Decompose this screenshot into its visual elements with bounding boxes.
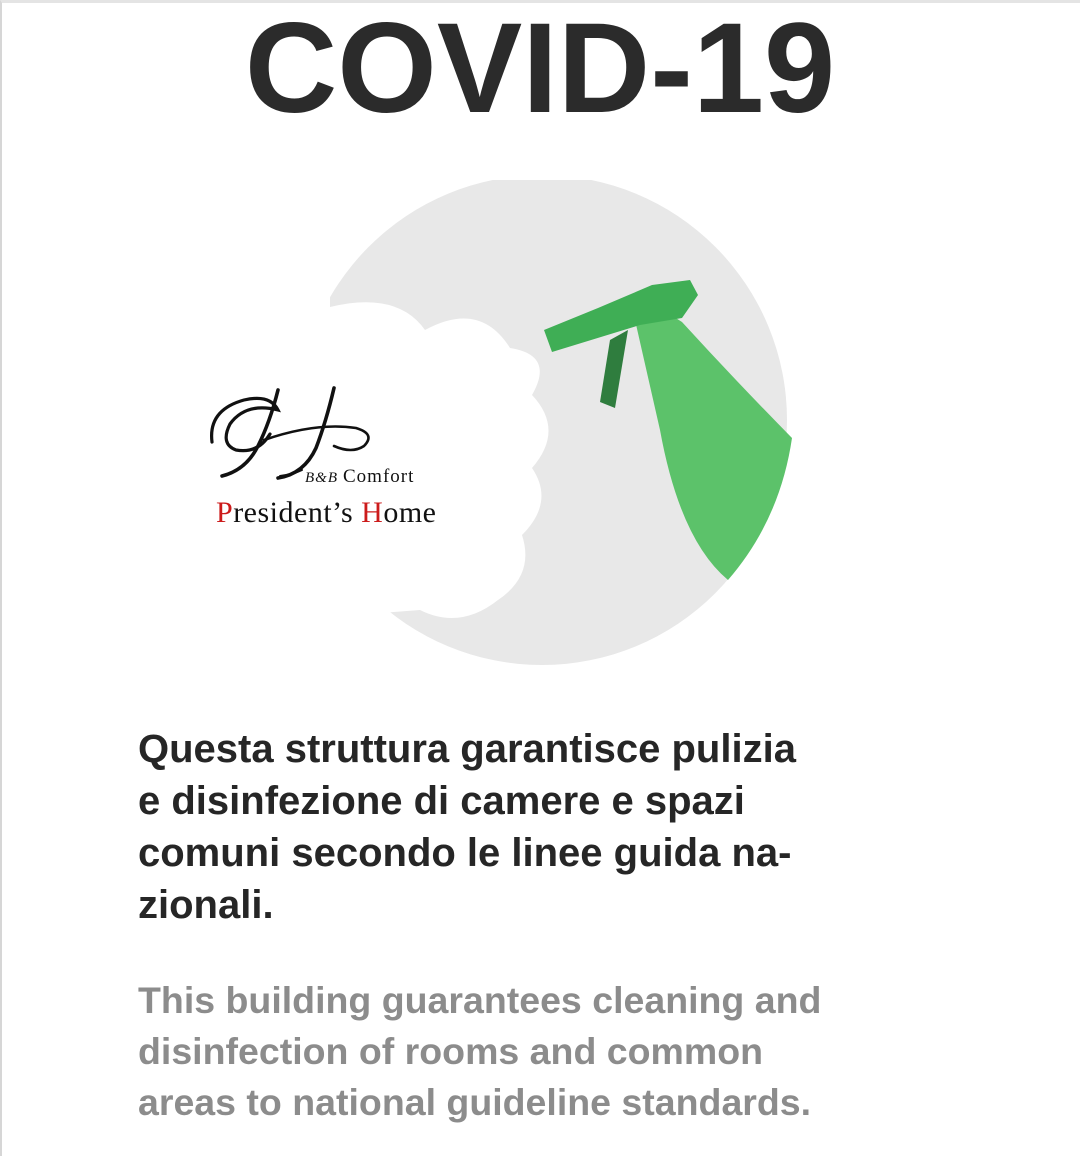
english-line: disinfection of rooms and common bbox=[138, 1030, 764, 1072]
italian-line: comuni secondo le linee guida na- bbox=[138, 831, 792, 875]
logo-name-initial-p: P bbox=[216, 496, 234, 529]
logo-subtitle bbox=[305, 466, 414, 488]
logo-name-initial-h: H bbox=[361, 496, 384, 529]
italian-line: zionali. bbox=[138, 883, 274, 927]
logo-subtitle-text: Comfort bbox=[343, 466, 415, 487]
logo-name bbox=[216, 496, 437, 530]
logo-subtitle-prefix: B&B bbox=[305, 470, 338, 486]
logo-name-part-1: resident’s bbox=[233, 496, 362, 529]
english-line: This building guarantees cleaning and bbox=[138, 979, 822, 1021]
english-line: areas to national guideline standards. bbox=[138, 1081, 812, 1123]
english-statement bbox=[138, 975, 958, 1128]
poster-title: COVID-19 bbox=[244, 0, 836, 140]
italian-line: e disinfezione di camere e spazi bbox=[138, 779, 745, 823]
italian-statement bbox=[138, 723, 958, 931]
logo-name-part-2: ome bbox=[383, 496, 437, 529]
italian-line: Questa struttura garantisce pulizia bbox=[138, 727, 796, 771]
